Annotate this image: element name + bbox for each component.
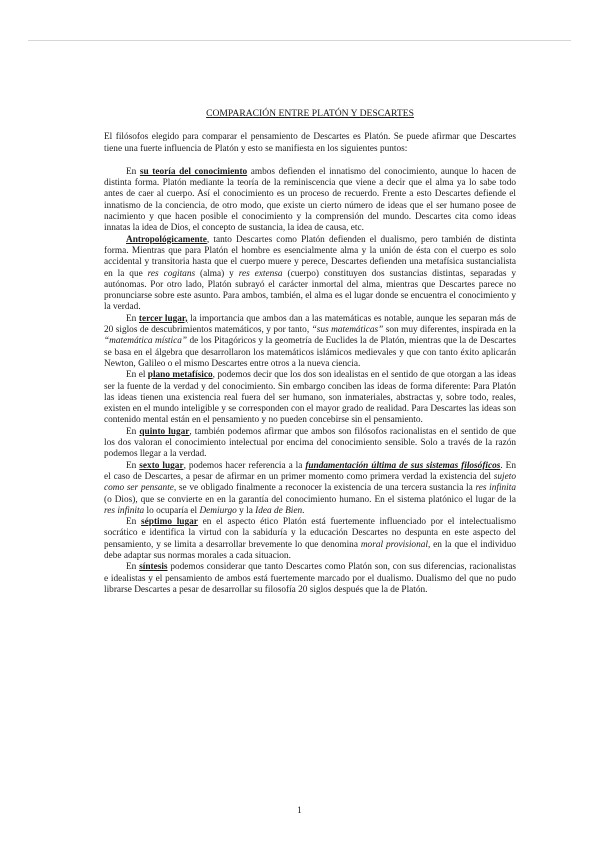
italic-term: res cogitans <box>147 268 196 279</box>
text-run: , en la que el individuo debe adaptar sus normas morales a cada situacion. <box>104 539 516 561</box>
text-run: la importancia que ambos dan a las matemáticas es notable, aunque les separan más de 20 siglos de descubrimientos matemáticos, y por tanto, <box>104 313 516 336</box>
page-number: 1 <box>297 806 302 816</box>
keyword: quinto lugar <box>139 426 190 437</box>
keyword: séptimo lugar <box>141 517 198 528</box>
text-run: , también podemos afirmar que ambos son filósofos racionalistas en el sentido de que los dos valoran el conocimiento intelectual por encima del conocimiento sensible. Solo a través de la razón podemos llegar a la verdad. <box>104 426 517 460</box>
italic-term: res infinita <box>475 483 516 494</box>
text-run: En el <box>126 370 148 381</box>
text-run: En <box>126 517 142 528</box>
italic-term: sujeto como ser pensante <box>104 471 516 494</box>
keyword: tercer lugar, <box>138 313 188 324</box>
text-run: y la <box>236 505 256 516</box>
intro-paragraph: El filósofos elegido para comparar el pensamiento de Descartes es Platón. Se puede afirmar que Descartes tiene una fuerte influencia de Platón y esto se manifiesta en los siguientes puntos: <box>104 132 516 154</box>
italic-term: res infinita <box>104 505 145 516</box>
header-divider <box>28 40 571 41</box>
text-run: lo ocuparía el <box>144 505 200 516</box>
keyword: Antropológicamente <box>126 234 207 245</box>
text-run: En <box>126 562 140 573</box>
keyword: síntesis <box>139 562 168 573</box>
text-run: ambos defienden el innatismo del conocimiento, aunque lo hacen de distinta forma. Platón mediante la teoría de la reminiscencia que viene a decir que el alma ya lo sabe todo antes de caer al cuerpo. Así el conocimiento es un proceso de recuerdo. Frente a esto Descartes defiende el innatismo de la conciencia, de otro modo, que existe un cierto número de ideas que el ser humano posee de nacimiento y que hacen posible el conocimiento y la comprensión del mundo. Descartes cita como ideas innatas la idea de Dios, el concepto de sustancia, la idea de causa, etc. <box>104 166 517 234</box>
text-run: En <box>126 313 139 324</box>
italic-term: Demiurgo <box>199 505 237 516</box>
document-title: COMPARACIÓN ENTRE PLATÓN Y DESCARTES <box>206 108 414 119</box>
text-run: . <box>302 505 305 516</box>
text-run: en el aspecto ético Platón está fuertemente influenciado por el intelectualismo socrático e identifica la virtud con la sabiduría y la educación Descartes no despunta en este aspecto del pensamiento, y se limita a desarrollar brevemente lo que denomina <box>104 517 516 550</box>
text-run: , tanto Descartes como Platón defienden el dualismo, pero también de distinta forma. Mientras que para Platón el hombre es esencialmente alma y la unión de ésta con el cuerpo es solo accidental y transitoria hasta que el cuerpo muere y perece, Descartes defienden una metafísica sustancialista en la que <box>104 234 516 279</box>
text-run: (o Dios), que se convierte en en la garantía del conocimiento humano. En el sistema platónico el lugar de la <box>104 494 516 505</box>
italic-term: “sus matemáticas” <box>311 325 384 336</box>
keyword: sexto lugar <box>139 460 184 471</box>
text-run: (alma) y <box>195 268 239 279</box>
paragraph-racionalismo <box>104 427 516 461</box>
paragraph-etica <box>104 517 516 562</box>
italic-term: moral provisional <box>360 539 428 550</box>
italic-term: res extensa <box>238 268 283 279</box>
keyword-italic: fundamentación última de sus sistemas filosóficos <box>305 460 501 471</box>
document-body <box>104 108 516 596</box>
paragraph-antropologia <box>104 235 516 314</box>
text-run: , podemos hacer referencia a la <box>183 460 306 471</box>
paragraph-matematicas <box>104 314 516 370</box>
italic-term: “matemática mística” <box>104 336 188 347</box>
italic-term: Idea de Bien <box>255 505 303 516</box>
text-run: En <box>126 460 140 471</box>
keyword: plano metafísico <box>147 370 213 381</box>
paragraph-sintesis <box>104 562 516 596</box>
text-run: son muy diferentes, inspirada en la <box>383 325 517 336</box>
paragraph-conocimiento <box>104 167 516 235</box>
paragraph-fundamentacion <box>104 461 516 517</box>
text-run: podemos considerar que tanto Descartes como Platón son, con sus diferencias, racionalistas e idealistas y el pensamiento de ambos está fuertemente marcado por el dualismo. Dualismo del que no pudo librarse Descartes a pesar de desarrollar su filosofía 20 siglos después que la de Platón. <box>104 562 516 595</box>
text-run: de los Pitagóricos y la geometría de Euclides la de Platón, mientras que la de Descartes se basa en el álgebra que desarrollaron los matemáticos islámicos medievales y que con tanto éxito aplicarán Newton, Galileo o el mismo Descartes entre otros a la nueva ciencia. <box>104 336 516 369</box>
text-run: . En el caso de Descartes, a pesar de afirmar en un primer momento como primera verdad la existencia del <box>104 460 516 482</box>
text-run: En <box>126 166 140 177</box>
text-run: , se ve obligado finalmente a reconocer la existencia de una tercera sustancia la <box>173 483 476 494</box>
text-run: , podemos decir que los dos son idealistas en el sentido de que otorgan a las ideas ser la fuente de la verdad y del conocimiento. Sin embargo conciben las ideas de forma diferente: Para Platón las ideas tienen una existencia real fuera del ser humano, son inmateriales, abstractas y, sobre todo, reales, existen en el mundo inteligible y se corresponden con el mayor grado de realidad. Para Descartes las ideas son contenido mental están en el pensamiento y no pueden concebirse sin el pensamiento. <box>104 370 516 426</box>
text-run: (cuerpo) constituyen dos sustancias distintas, separadas y autónomas. Por otro lado, Platón subrayó el carácter inmortal del alma, mientras que Descartes parece no pronunciarse sobre este asunto. Para ambos, también, el alma es el lugar donde se encuentra el conocimiento y la verdad. <box>104 268 517 313</box>
text-run: En <box>126 426 140 437</box>
keyword: su teoría del conocimiento <box>139 166 248 177</box>
paragraph-metafisica <box>104 370 516 426</box>
